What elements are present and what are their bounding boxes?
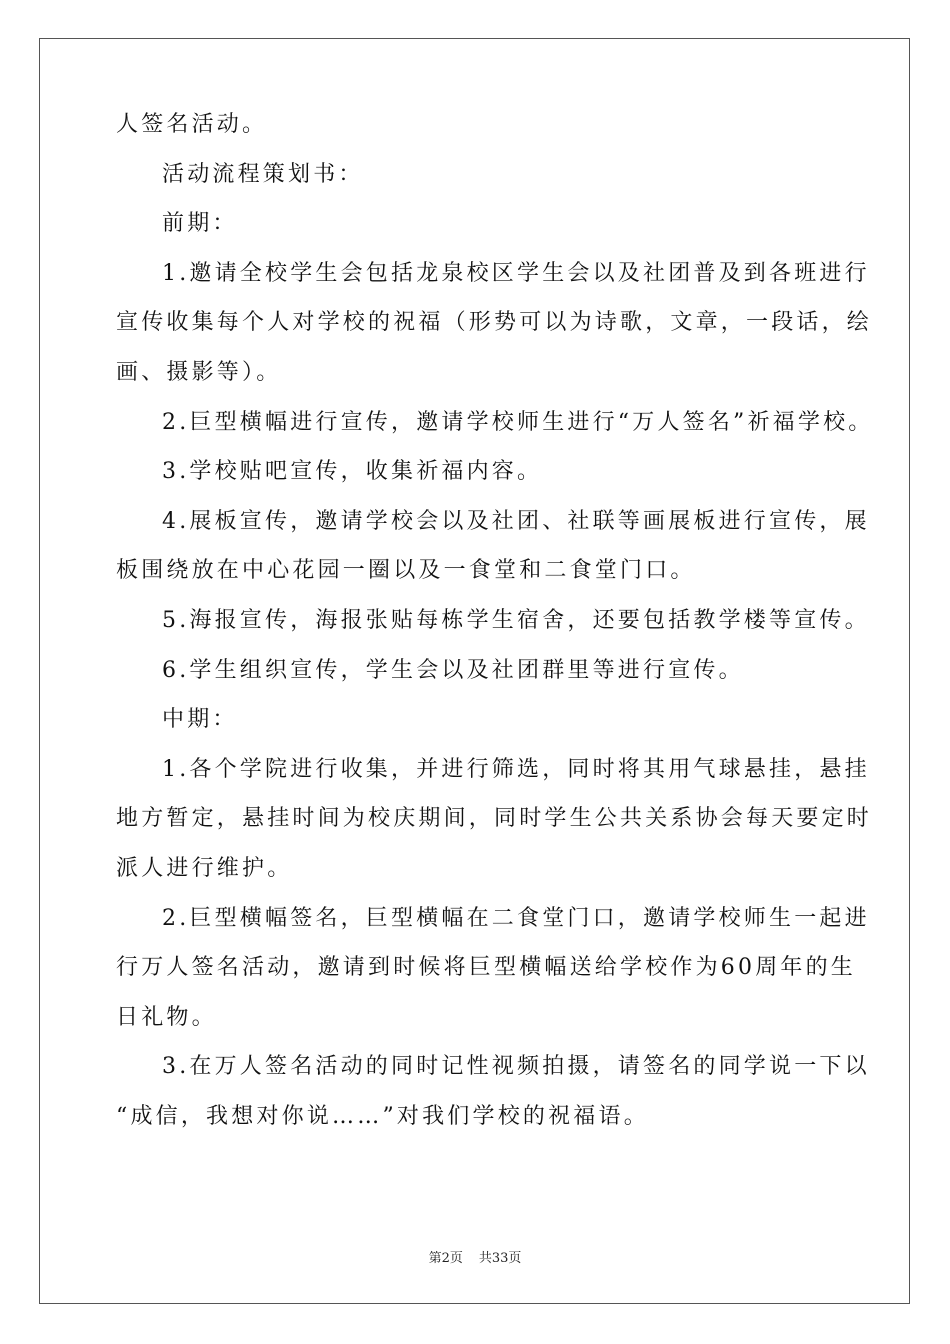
text-line: 宣传收集每个人对学校的祝福（形势可以为诗歌，文章，一段话，绘 bbox=[116, 310, 873, 336]
text-line: 6.学生组织宣传，学生会以及社团群里等进行宣传。 bbox=[162, 657, 744, 683]
text-line: 4.展板宣传，邀请学校会以及社团、社联等画展板进行宣传，展 bbox=[162, 508, 870, 534]
text-line: 地方暂定，悬挂时间为校庆期间，同时学生公共关系协会每天要定时 bbox=[116, 806, 873, 832]
text-line: 1.邀请全校学生会包括龙泉校区学生会以及社团普及到各班进行 bbox=[162, 260, 870, 286]
text-line: 2.巨型横幅进行宣传，邀请学校师生进行“万人签名”祈福学校。 bbox=[162, 409, 874, 435]
text-line: 3.学校贴吧宣传，收集祈福内容。 bbox=[162, 459, 543, 485]
text-line: 板围绕放在中心花园一圈以及一食堂和二食堂门口。 bbox=[116, 558, 696, 584]
text-line: 活动流程策划书： bbox=[162, 161, 364, 187]
text-line: 3.在万人签名活动的同时记性视频拍摄，请签名的同学说一下以 bbox=[162, 1054, 870, 1080]
page-footer bbox=[0, 1247, 950, 1266]
text-line: 行万人签名活动，邀请到时候将巨型横幅送给学校作为60周年的生 bbox=[116, 955, 856, 981]
text-line: 派人进行维护。 bbox=[116, 856, 293, 881]
text-line: 画、摄影等）。 bbox=[116, 360, 282, 385]
text-line: “成信，我想对你说……”对我们学校的祝福语。 bbox=[116, 1104, 649, 1129]
text-line: 5.海报宣传，海报张贴每栋学生宿舍，还要包括教学楼等宣传。 bbox=[162, 608, 870, 633]
text-line: 2.巨型横幅签名，巨型横幅在二食堂门口，邀请学校师生一起进 bbox=[162, 905, 870, 931]
text-line: 前期： bbox=[162, 211, 238, 237]
page-number: 第2页 bbox=[428, 1251, 463, 1266]
text-line: 1.各个学院进行收集，并进行筛选，同时将其用气球悬挂，悬挂 bbox=[162, 756, 870, 782]
text-line: 日礼物。 bbox=[116, 1004, 217, 1030]
text-line: 人签名活动。 bbox=[116, 112, 268, 137]
total-pages: 共33页 bbox=[478, 1251, 522, 1266]
text-line: 中期： bbox=[162, 707, 238, 733]
